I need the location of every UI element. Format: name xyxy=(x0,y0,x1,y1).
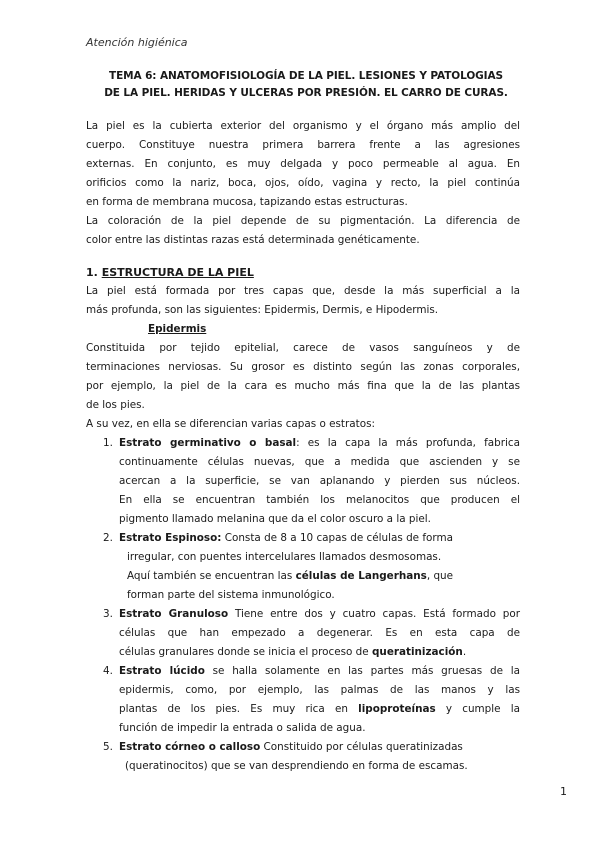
title-line-2: DE LA PIEL. HERIDAS Y ULCERAS POR PRESIÓN. EL CARRO DE CURAS. xyxy=(104,87,508,99)
stratum-item-germinativo xyxy=(86,434,520,529)
stratum-text: Aquí también se encuentran las xyxy=(127,570,296,582)
stratum-text: : es la capa la más profunda, fabrica xyxy=(296,437,520,449)
stratum-line xyxy=(119,434,520,453)
epidermis-subheading: Epidermis xyxy=(148,323,207,335)
stratum-text: se halla solamente en las partes más gruesas de la xyxy=(204,665,520,677)
stratum-item-corneo xyxy=(86,738,520,776)
stratum-line: células que han empezado a degenerar. Es en esta capa de xyxy=(119,627,520,639)
stratum-highlight: células de Langerhans xyxy=(295,570,427,582)
intro-line: cuerpo. Constituye nuestra primera barrera frente a las agresiones xyxy=(86,139,520,151)
stratum-line: función de impedir la entrada o salida de agua. xyxy=(119,722,366,734)
stratum-number: 3. xyxy=(103,608,113,620)
intro-line: externas. En conjunto, es muy delgada y poco permeable al agua. En xyxy=(86,158,520,170)
stratum-line: En ella se encuentran también los melanocitos que producen el xyxy=(119,494,520,506)
epidermis-line: A su vez, en ella se diferencian varias capas o estratos: xyxy=(86,418,375,430)
section-title: ESTRUCTURA DE LA PIEL xyxy=(101,266,254,279)
stratum-item-granuloso xyxy=(86,605,520,662)
stratum-number: 4. xyxy=(103,665,113,677)
stratum-line xyxy=(119,643,520,662)
stratum-highlight: lipoproteínas xyxy=(358,703,436,715)
stratum-line: continuamente células nuevas, que a medida que ascienden y se xyxy=(119,456,520,468)
stratum-line xyxy=(119,567,520,586)
intro-paragraph xyxy=(86,117,520,250)
page-number: 1 xyxy=(560,785,567,798)
stratum-line xyxy=(119,605,520,624)
stratum-name: Estrato germinativo o basal xyxy=(119,437,297,449)
strata-list xyxy=(86,434,520,776)
epidermis-line: de los pies. xyxy=(86,399,145,411)
stratum-number: 1. xyxy=(103,437,113,449)
stratum-number: 2. xyxy=(103,532,113,544)
stratum-name: Estrato Granuloso xyxy=(119,608,229,620)
epidermis-line: Constituida por tejido epitelial, carece de vasos sanguíneos y de xyxy=(86,342,520,354)
section-heading xyxy=(86,263,520,282)
stratum-text: , que xyxy=(426,570,454,582)
stratum-text: plantas de los pies. Es muy rica en xyxy=(119,703,359,715)
stratum-text: células granulares donde se inicia el proceso de xyxy=(119,646,372,658)
running-header: Atención higiénica xyxy=(86,36,188,49)
intro-line: en forma de membrana mucosa, tapizando estas estructuras. xyxy=(86,196,408,208)
intro-line: orificios como la nariz, boca, ojos, oído, vagina y recto, la piel continúa xyxy=(86,177,520,189)
stratum-text: . xyxy=(462,646,467,658)
stratum-line xyxy=(119,662,520,681)
section-number: 1. xyxy=(86,266,98,279)
stratum-text: Consta de 8 a 10 capas de células de forma xyxy=(221,532,453,544)
stratum-text: Constituido por células queratinizadas xyxy=(260,741,463,753)
stratum-number: 5. xyxy=(103,741,113,753)
stratum-highlight: queratinización xyxy=(371,646,463,658)
stratum-item-espinoso xyxy=(86,529,520,605)
stratum-line: forman parte del sistema inmunológico. xyxy=(127,589,335,601)
stratum-line: epidermis, como, por ejemplo, las palmas de las manos y las xyxy=(119,684,520,696)
stratum-name: Estrato lúcido xyxy=(119,665,205,677)
epidermis-line: por ejemplo, la piel de la cara es mucho más fina que la de las plantas xyxy=(86,380,520,392)
stratum-text: Tiene entre dos y cuatro capas. Está formado por xyxy=(228,608,520,620)
stratum-line: (queratinocitos) que se van desprendiendo en forma de escamas. xyxy=(125,760,468,772)
stratum-item-lucido xyxy=(86,662,520,738)
section-intro-line: más profunda, son las siguientes: Epidermis, Dermis, e Hipodermis. xyxy=(86,304,439,316)
section-intro-line: La piel está formada por tres capas que, desde la más superficial a la xyxy=(86,285,520,297)
stratum-line: acercan a la superficie, se van aplanando y pierden sus núcleos. xyxy=(119,475,520,487)
document-title xyxy=(86,68,526,102)
intro-line: La coloración de la piel depende de su pigmentación. La diferencia de xyxy=(86,215,520,227)
stratum-line: pigmento llamado melanina que da el color oscuro a la piel. xyxy=(119,513,431,525)
intro-line: color entre las distintas razas está determinada genéticamente. xyxy=(86,234,420,246)
section-estructura xyxy=(86,263,520,776)
intro-line: La piel es la cubierta exterior del organismo y el órgano más amplio del xyxy=(86,120,520,132)
stratum-line xyxy=(119,529,520,548)
stratum-line xyxy=(119,738,520,757)
stratum-text: y cumple la xyxy=(435,703,520,715)
stratum-line: irregular, con puentes intercelulares llamados desmosomas. xyxy=(127,551,442,563)
stratum-line xyxy=(119,700,520,719)
stratum-name: Estrato córneo o calloso xyxy=(119,741,261,753)
title-line-1: TEMA 6: ANATOMOFISIOLOGÍA DE LA PIEL. LESIONES Y PATOLOGIAS xyxy=(109,70,503,82)
epidermis-line: terminaciones nerviosas. Su grosor es distinto según las zonas corporales, xyxy=(86,361,520,373)
stratum-name: Estrato Espinoso: xyxy=(119,532,222,544)
